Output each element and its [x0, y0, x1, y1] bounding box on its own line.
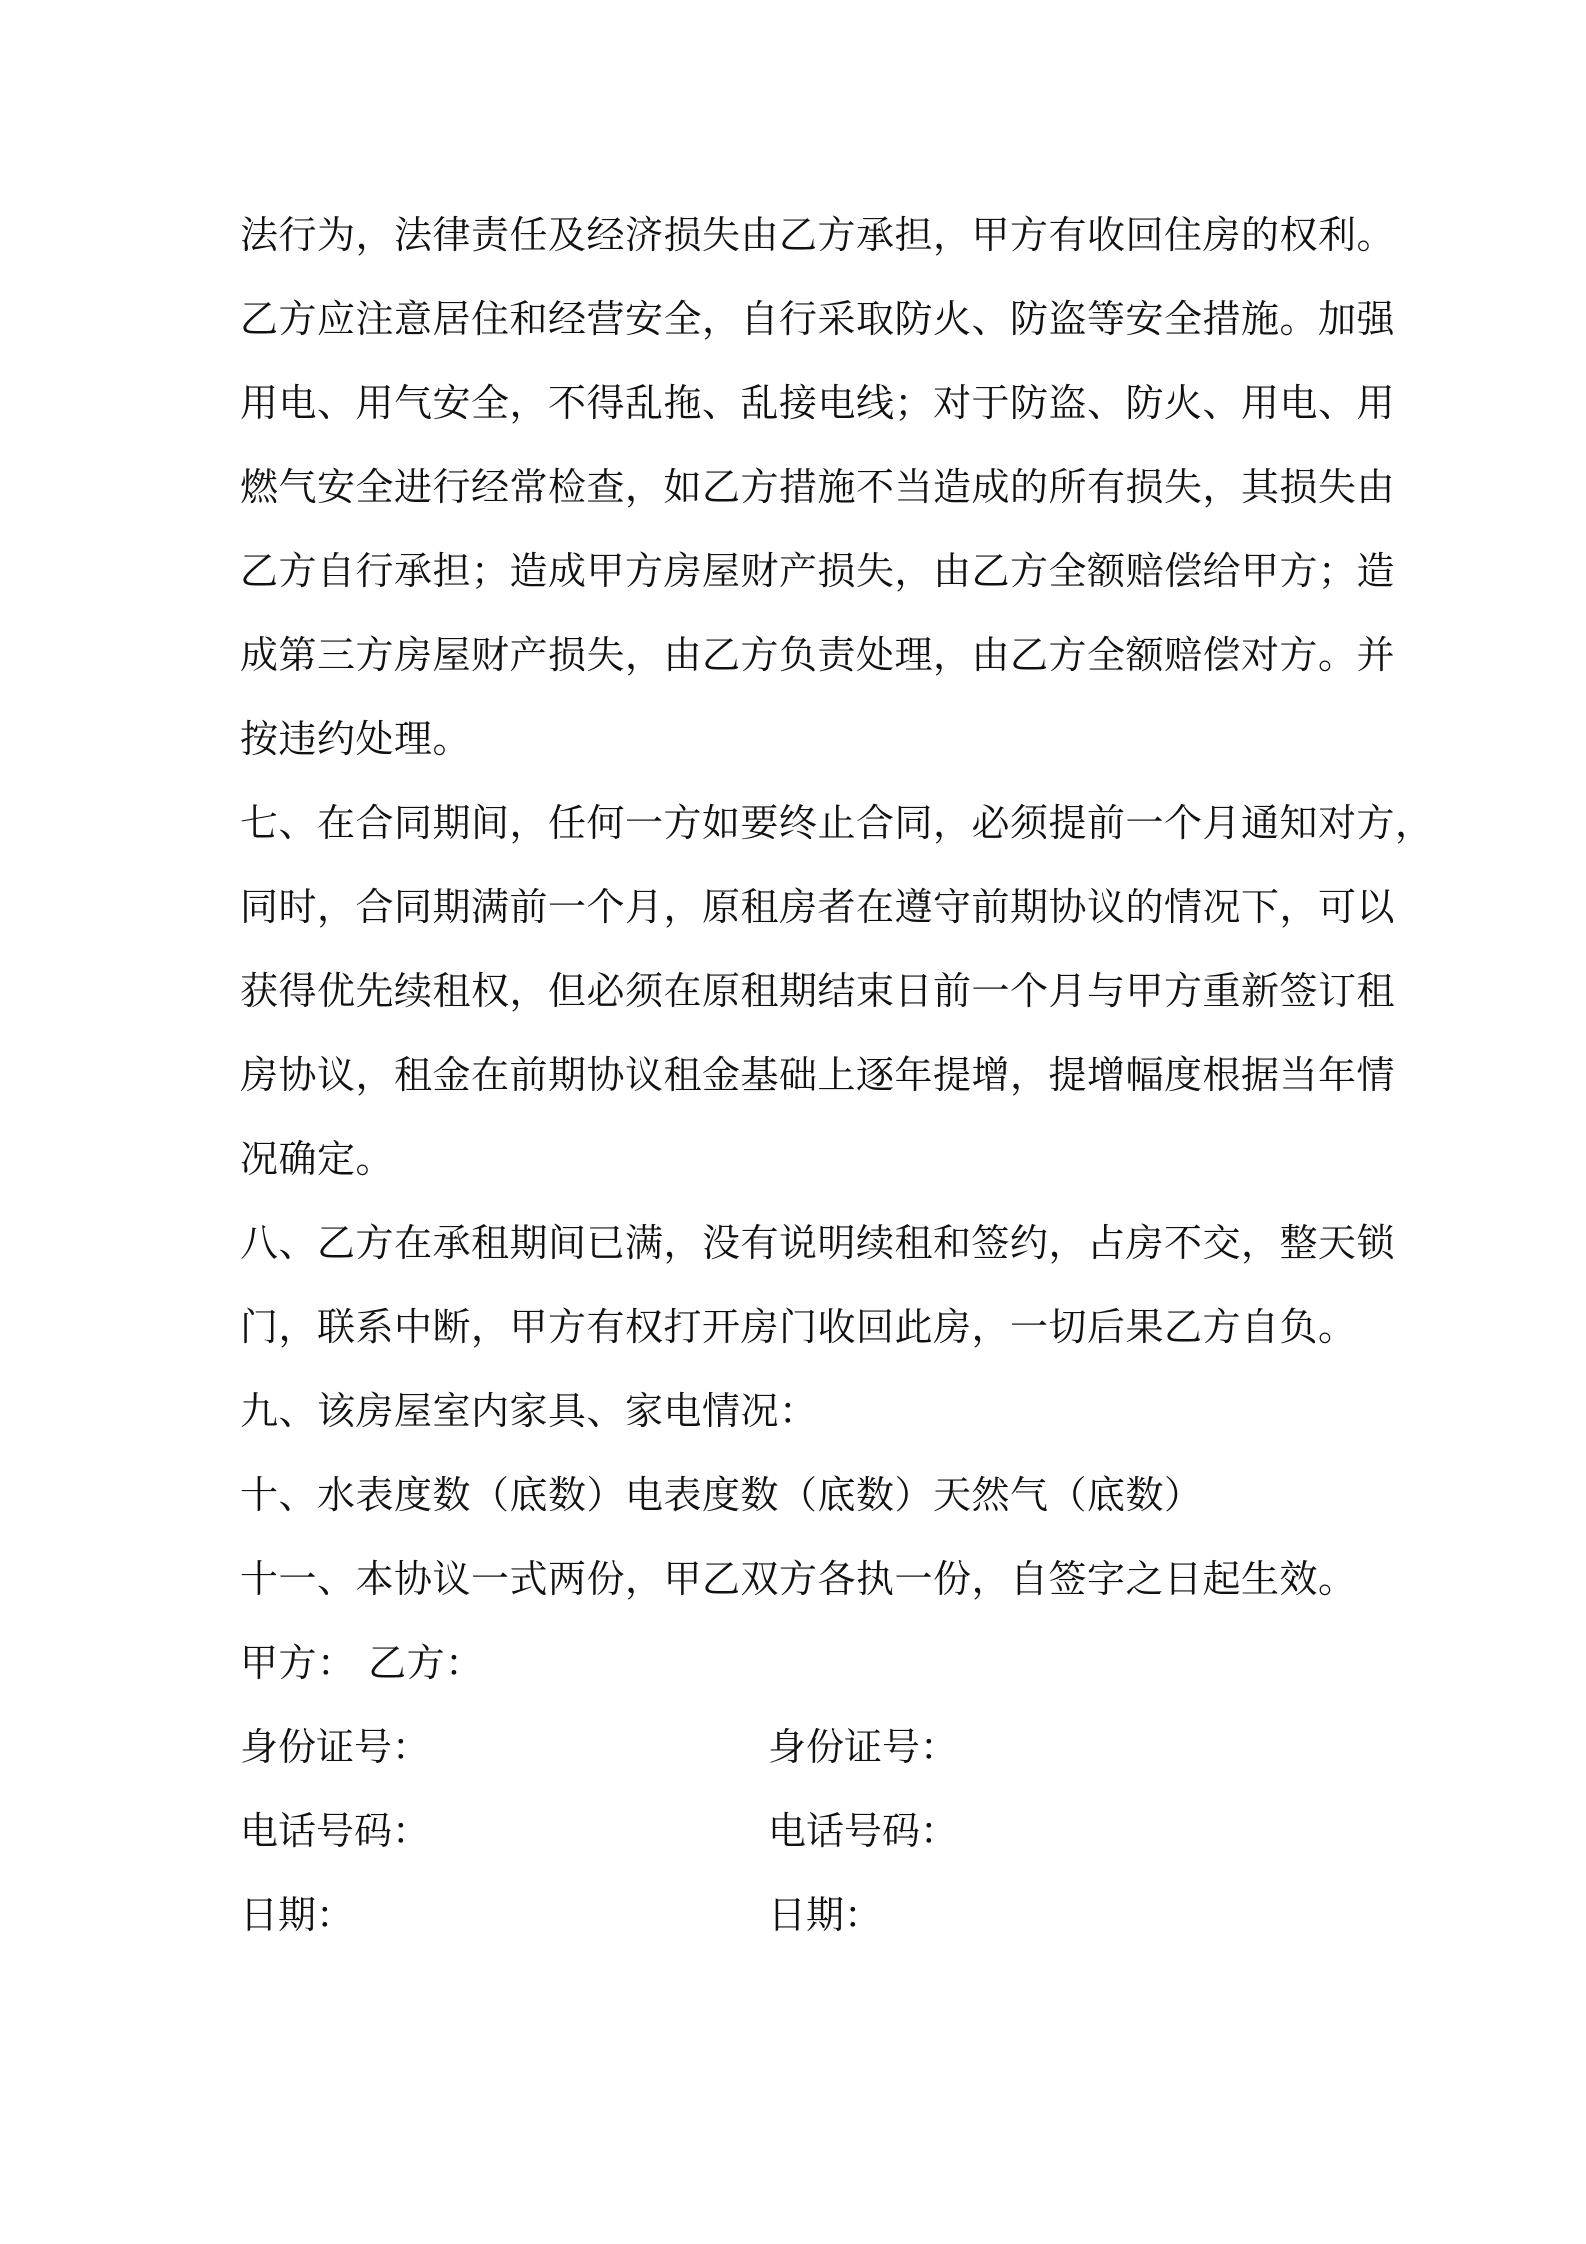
text-line: 况确定。	[240, 1137, 395, 1181]
id-number-row	[240, 1705, 1355, 1789]
clause-8-line: 八、乙方在承租期间已满，没有说明续租和签约，占房不交，整天锁	[240, 1221, 1396, 1265]
party-labels-line: 甲方： 乙方：	[240, 1641, 484, 1685]
party-b-id-label: 身份证号：	[768, 1725, 959, 1769]
text-line: 获得优先续租权，但必须在原租期结束日前一个月与甲方重新签订租	[240, 969, 1396, 1013]
phone-number-row	[240, 1789, 1355, 1873]
text-line: 法行为，法律责任及经济损失由乙方承担，甲方有收回住房的权利。	[240, 213, 1396, 257]
party-b-date-label: 日期：	[768, 1893, 883, 1937]
clause-7-line: 七、在合同期间，任何一方如要终止合同，必须提前一个月通知对方，	[240, 801, 1434, 845]
text-line: 乙方自行承担；造成甲方房屋财产损失，由乙方全额赔偿给甲方；造	[240, 549, 1396, 593]
text-line: 门，联系中断，甲方有权打开房门收回此房，一切后果乙方自负。	[240, 1305, 1357, 1349]
text-line: 按违约处理。	[240, 717, 472, 761]
text-line: 用电、用气安全，不得乱拖、乱接电线；对于防盗、防火、用电、用	[240, 381, 1396, 425]
party-a-phone-label: 电话号码：	[240, 1809, 431, 1853]
party-a-id-label: 身份证号：	[240, 1725, 431, 1769]
clause-9-line: 九、该房屋室内家具、家电情况：	[240, 1389, 818, 1433]
date-row	[240, 1873, 1355, 1957]
document-body	[240, 193, 1434, 1957]
text-line: 房协议，租金在前期协议租金基础上逐年提增，提增幅度根据当年情	[240, 1053, 1396, 1097]
text-line: 成第三方房屋财产损失，由乙方负责处理，由乙方全额赔偿对方。并	[240, 633, 1396, 677]
party-a-date-label: 日期：	[240, 1893, 355, 1937]
clause-11-line: 十一、本协议一式两份，甲乙双方各执一份，自签字之日起生效。	[240, 1557, 1357, 1601]
text-line: 燃气安全进行经常检查，如乙方措施不当造成的所有损失，其损失由	[240, 465, 1396, 509]
party-b-phone-label: 电话号码：	[768, 1809, 959, 1853]
text-line: 乙方应注意居住和经营安全，自行采取防火、防盗等安全措施。加强	[240, 297, 1396, 341]
clause-10-line: 十、水表度数（底数）电表度数（底数）天然气（底数）	[240, 1473, 1203, 1517]
text-line: 同时，合同期满前一个月，原租房者在遵守前期协议的情况下，可以	[240, 885, 1396, 929]
